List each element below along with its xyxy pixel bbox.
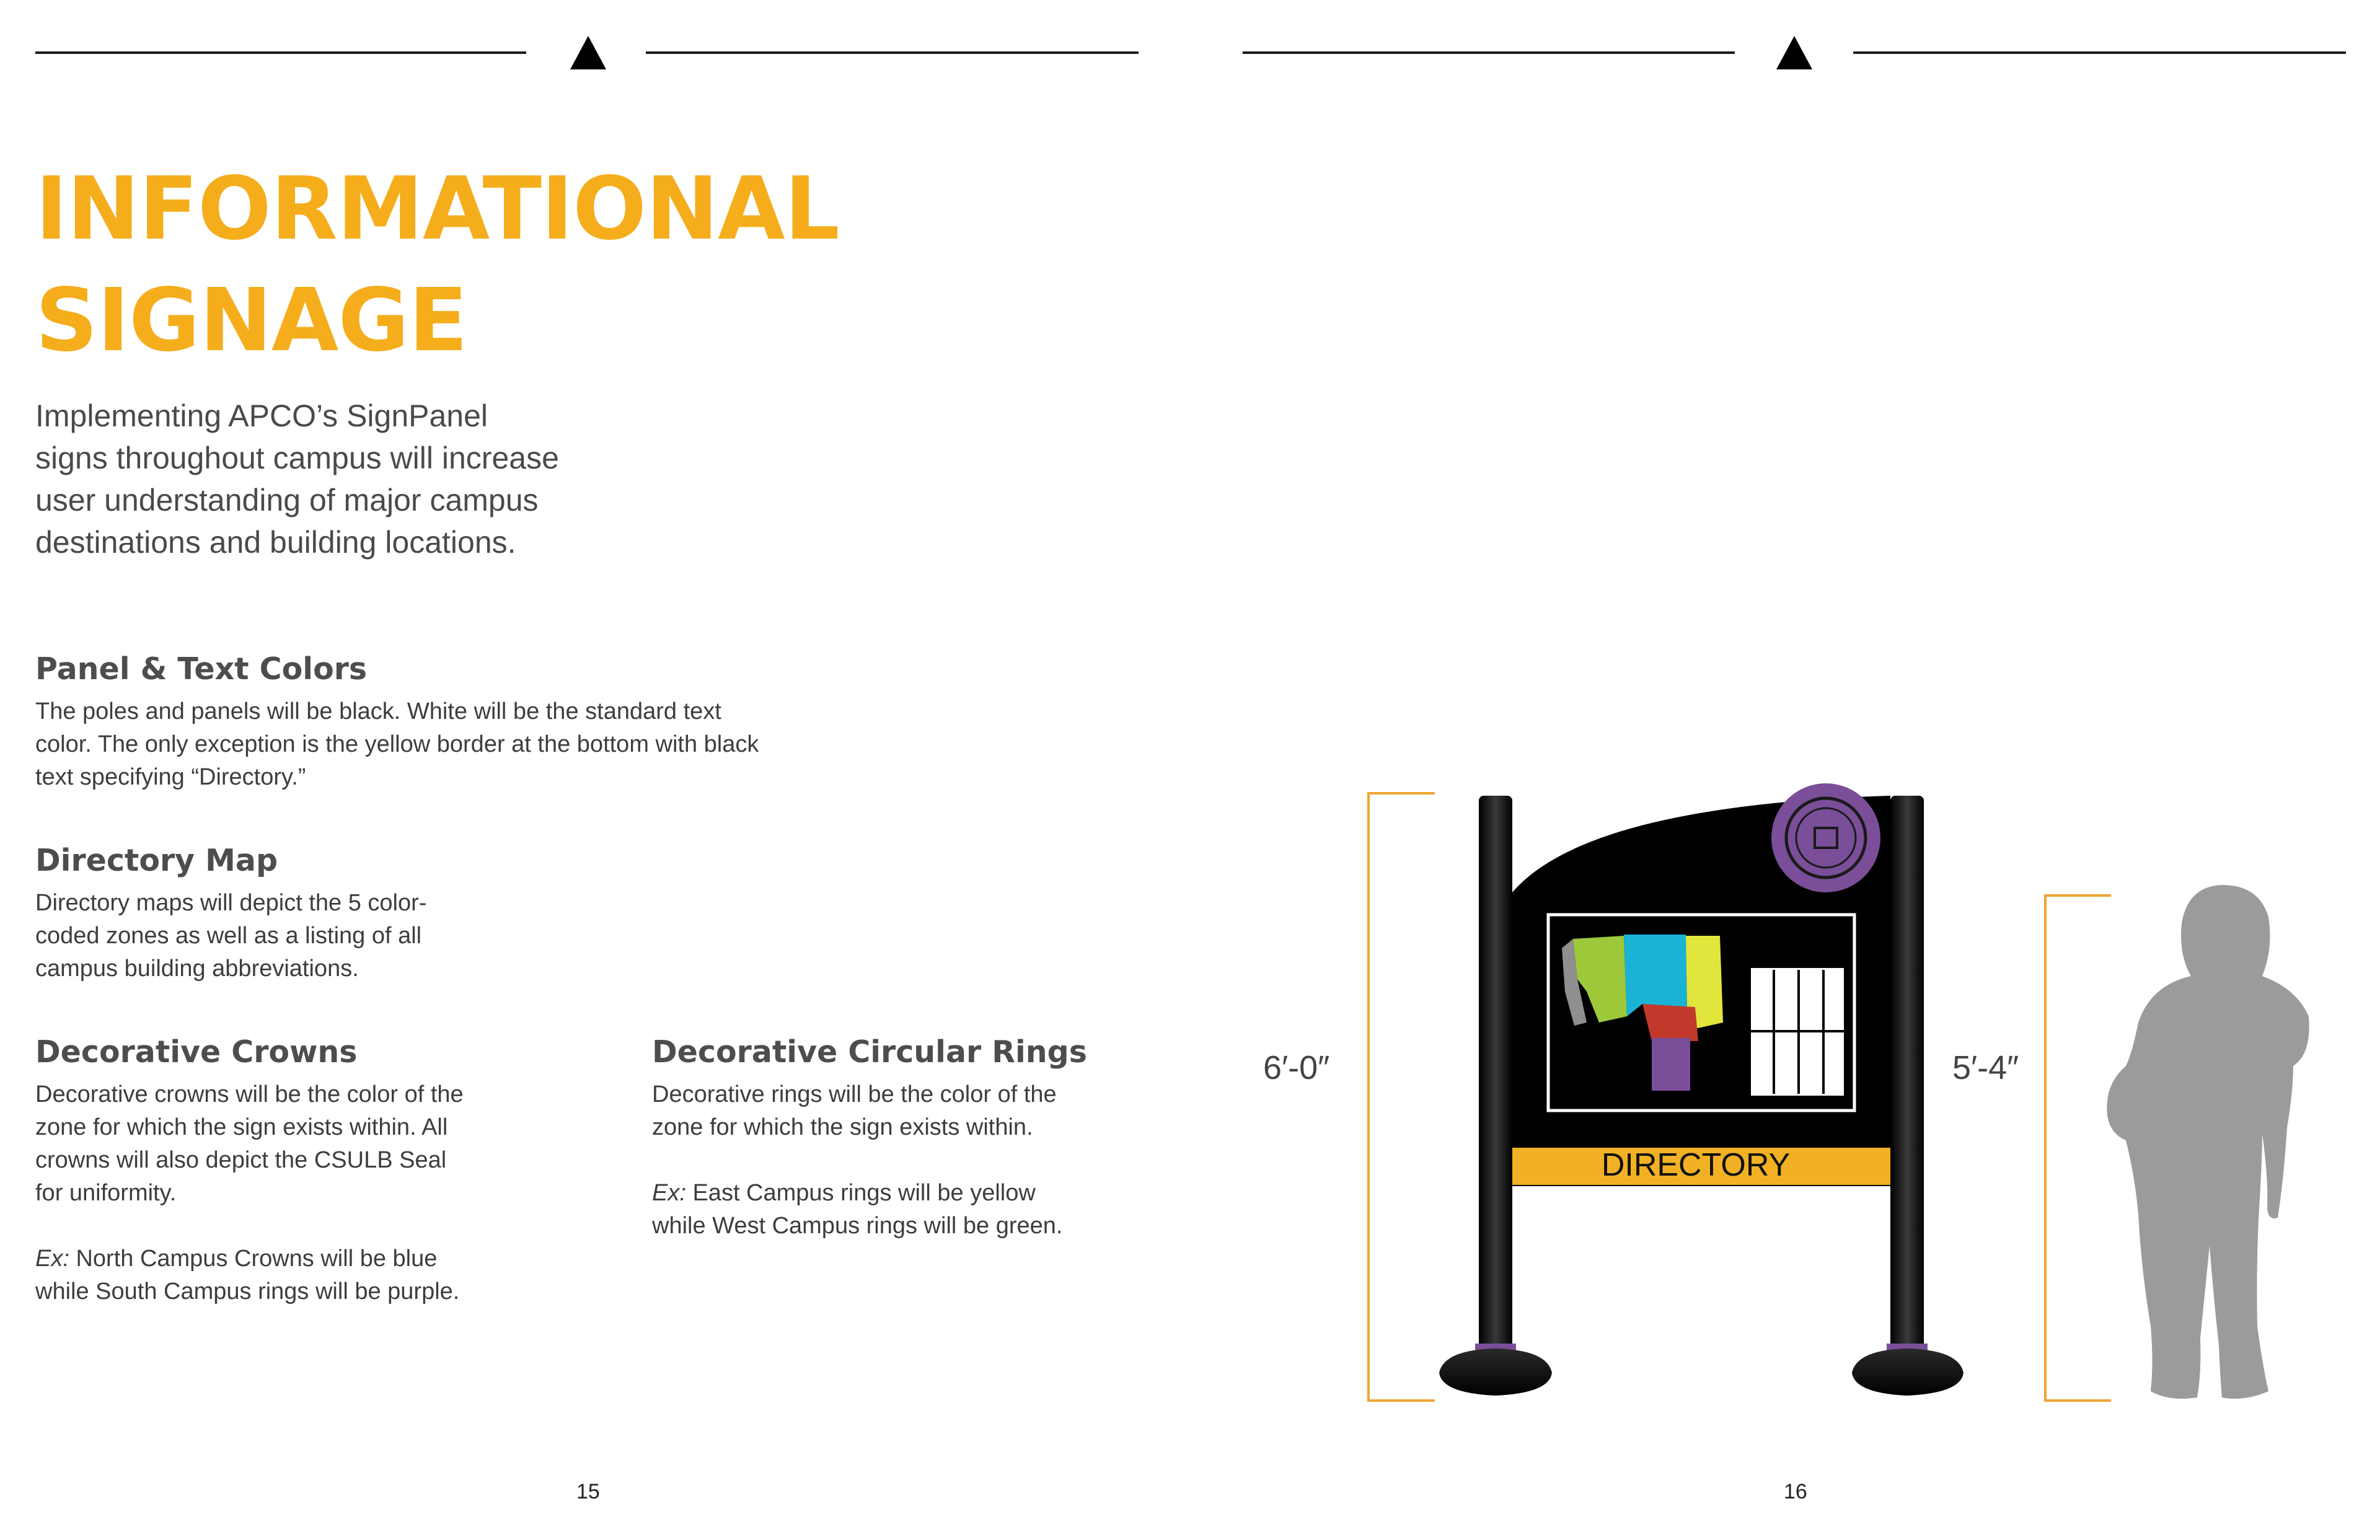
example-prefix: Ex: [652, 1180, 686, 1206]
person-silhouette [2107, 885, 2309, 1399]
person-height-label: 5′-4″ [1952, 1049, 2019, 1086]
section-body: Decorative rings will be the color of the zone for which the sign exists within. [652, 1081, 1057, 1140]
page-number-left: 15 [576, 1480, 600, 1503]
left-pole-base [1439, 1344, 1552, 1396]
section-body: Decorative crowns will be the color of the zone for which the sign exists within. All crowns will also depict the CSULB Seal for uniformity. [35, 1081, 464, 1206]
sign-height-label: 6′-0″ [1263, 1049, 1330, 1086]
section-heading: Directory Map [35, 843, 278, 878]
directory-band-label: DIRECTORY [1601, 1147, 1791, 1183]
section-heading: Decorative Crowns [35, 1034, 358, 1070]
right-pole-base [1852, 1344, 1963, 1396]
section-heading: Panel & Text Colors [35, 651, 368, 687]
right-pole [1890, 796, 1924, 1353]
person-dimension-bracket [2045, 895, 2111, 1401]
title-line-1: INFORMATIONAL [35, 159, 839, 260]
seal-crown-icon [1771, 783, 1880, 892]
section-body: The poles and panels will be black. White will be the standard text color. The only exception is the yellow border at the bottom with black text specifying “Directory.” [35, 698, 759, 790]
section-body: Directory maps will depict the 5 color- coded zones as well as a listing of all campus building abbreviations. [35, 890, 427, 982]
page-number-right: 16 [1784, 1480, 1807, 1503]
sign-dimension-bracket [1368, 793, 1435, 1401]
example-text: North Campus Crowns will be blue while South Campus rings will be purple. [35, 1246, 460, 1305]
example-text: East Campus rings will be yellow while West Campus rings will be green. [652, 1180, 1063, 1239]
title-line-2: SIGNAGE [35, 270, 467, 371]
intro-paragraph: Implementing APCO’s SignPanel signs throughout campus will increase user understanding of major campus destinations and building locations. [35, 398, 559, 560]
section-heading: Decorative Circular Rings [652, 1034, 1087, 1070]
example-prefix: Ex: [35, 1246, 69, 1272]
left-pole [1479, 796, 1512, 1353]
